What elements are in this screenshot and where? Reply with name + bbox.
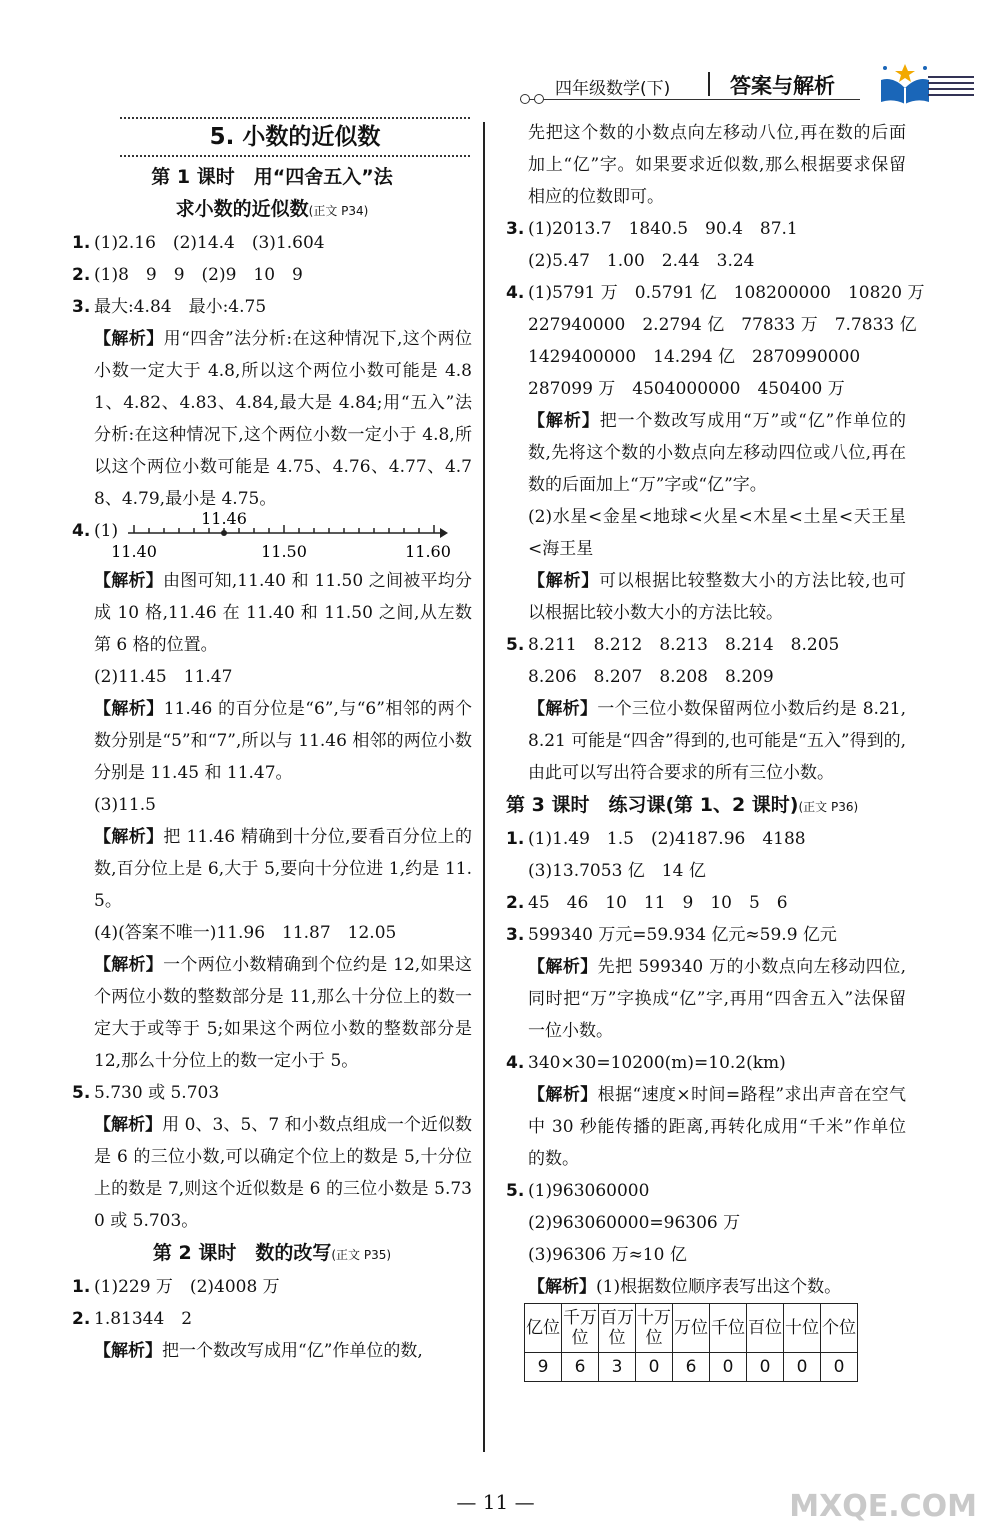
table-header-cell: 亿位 — [525, 1304, 562, 1353]
answer-row: 3. 599340 万元=59.934 亿元≈59.9 亿元 — [506, 925, 837, 945]
header-dot — [520, 94, 530, 104]
lesson-1-title: 第 1 课时 用“四舍五入”法 — [151, 166, 393, 188]
answer-row: 5. 5.730 或 5.703 — [72, 1083, 220, 1103]
answer-row: 5. 8.211 8.212 8.213 8.214 8.205 — [506, 635, 840, 655]
analysis: 【解析】一个三位小数保留两位小数后约是 8.21,8.21 可能是“四舍”得到的,也可能是“五入”得到的,由此可以写出符合要求的所有三位小数。 — [528, 699, 906, 783]
table-row — [525, 1353, 858, 1382]
answer-row: 4. (1) — [72, 521, 119, 541]
table-header-cell: 百位 — [747, 1304, 784, 1353]
analysis: 【解析】用“四舍”法分析:在这种情况下,这个两位小数一定大于 4.8,所以这个两位小数可能是 4.81、4.82、4.83、4.84,最大是 4.84;用“五入”法分析:在这种情况下,这个两位小数一定小于 4.8,所以这个两位小数可能是 4.75、4.76、4.77、4.78、4.79,最小是 4.75。 — [94, 329, 473, 509]
answer-line: (2)5.47 1.00 2.44 3.24 — [528, 251, 755, 271]
table-cell: 6 — [562, 1353, 599, 1382]
table-cell: 0 — [821, 1353, 858, 1382]
lesson-1-subtitle: 求小数的近似数(正文 P34) — [175, 198, 369, 220]
answer-line: 8.206 8.207 8.208 8.209 — [528, 667, 774, 687]
analysis: 【解析】用 0、3、5、7 和小数点组成一个近似数是 6 的三位小数,可以确定个位上的数是 5,十分位上的数是 7,则这个近似数是 6 的三位小数是 5.730 或 5.703。 — [94, 1115, 473, 1231]
open-book-icon — [875, 58, 935, 106]
answer-line: (3)13.7053 亿 14 亿 — [528, 861, 706, 881]
analysis: 【解析】由图可知,11.40 和 11.50 之间被平均分成 10 格,11.46 在 11.40 和 11.50 之间,从左数第 6 格的位置。 — [94, 571, 472, 655]
table-cell: 0 — [636, 1353, 673, 1382]
number-line — [111, 509, 451, 565]
answer-line: (2)11.45 11.47 — [94, 667, 233, 687]
lesson-3-title: 第 3 课时 练习课(第 1、2 课时)(正文 P36) — [506, 794, 859, 816]
answer-row: 4. (1)5791 万 0.5791 亿 108200000 10820 万 — [506, 283, 925, 303]
table-cell: 9 — [525, 1353, 562, 1382]
analysis-continued: 先把这个数的小数点向左移动八位,再在数的后面加上“亿”字。如果要求近似数,那么根据要求保留相应的位数即可。 — [528, 123, 906, 207]
tick-label: 11.40 — [111, 542, 157, 561]
page-number: — 11 — — [456, 1490, 535, 1514]
analysis: 【解析】把 11.46 精确到十分位,要看百分位上的数,百分位上是 6,大于 5,要向十分位进 1,约是 11.5。 — [94, 827, 472, 911]
analysis: 【解析】11.46 的百分位是“6”,与“6”相邻的两个数分别是“5”和“7”,所以与 11.46 相邻的两位小数分别是 11.45 和 11.47。 — [94, 699, 473, 783]
header-separator — [708, 72, 710, 96]
answer-row: 1. (1)1.49 1.5 (2)4187.96 4188 — [506, 829, 806, 849]
answer-row: 1. (1)2.16 (2)14.4 (3)1.604 — [72, 233, 325, 253]
table-cell: 3 — [599, 1353, 636, 1382]
answer-line: (3)96306 万≈10 亿 — [528, 1245, 687, 1265]
table-header-cell: 百万位 — [599, 1304, 636, 1353]
analysis: 【解析】先把 599340 万的小数点向左移动四位,同时把“万”字换成“亿”字,再用“四舍五入”法保留一位小数。 — [528, 957, 907, 1041]
table-cell: 0 — [784, 1353, 821, 1382]
answer-line: (3)11.5 — [94, 795, 156, 815]
table-header-cell: 万位 — [673, 1304, 710, 1353]
right-column — [506, 117, 925, 1382]
answer-row: 3. 最大:4.84 最小:4.75 — [72, 297, 267, 317]
answer-row: 2. 1.81344 2 — [72, 1309, 193, 1329]
chapter-title: 5. 小数的近似数 — [120, 117, 470, 157]
answer-row: 5. (1)963060000 — [506, 1181, 650, 1201]
answer-row: 2. (1)8 9 9 (2)9 10 9 — [72, 265, 303, 285]
table-header-cell: 十位 — [784, 1304, 821, 1353]
section-title: 答案与解析 — [730, 74, 835, 98]
answer-line: 227940000 2.2794 亿 77833 万 7.7833 亿 — [528, 315, 917, 335]
header-dot — [534, 94, 544, 104]
analysis: 【解析】把一个数改写成用“万”或“亿”作单位的数,先将这个数的小数点向左移动四位或八位,再在数的后面加上“万”字或“亿”字。 — [528, 411, 907, 495]
analysis: 【解析】把一个数改写成用“亿”作单位的数, — [94, 1341, 423, 1361]
number-line-point — [221, 530, 227, 536]
answer-row: 1. (1)229 万 (2)4008 万 — [72, 1277, 280, 1297]
answer-line: (2)963060000=96306 万 — [528, 1213, 741, 1233]
analysis: 【解析】(1)根据数位顺序表写出这个数。 — [528, 1277, 842, 1297]
table-header-cell: 千位 — [710, 1304, 747, 1353]
place-value-table — [524, 1303, 858, 1382]
left-column — [72, 117, 472, 1367]
tick-label: 11.60 — [405, 542, 451, 561]
answer-row: 2. 45 46 10 11 9 10 5 6 — [506, 893, 788, 913]
answer-line: (2)水星<金星<地球<火星<木星<土星<天王星<海王星 — [528, 507, 906, 559]
table-cell: 0 — [710, 1353, 747, 1382]
point-label: 11.46 — [201, 509, 247, 528]
answer-line: (4)(答案不唯一)11.96 11.87 12.05 — [94, 923, 397, 943]
book-title: 四年级数学(下) — [555, 79, 671, 99]
analysis: 【解析】可以根据比较整数大小的方法比较,也可以根据比较小数大小的方法比较。 — [528, 571, 907, 623]
answer-row: 3. (1)2013.7 1840.5 90.4 87.1 — [506, 219, 798, 239]
table-header-cell: 个位 — [821, 1304, 858, 1353]
answer-row: 4. 340×30=10200(m)=10.2(km) — [506, 1053, 786, 1073]
table-header-cell: 千万位 — [562, 1304, 599, 1353]
lesson-2-title: 第 2 课时 数的改写(正文 P35) — [152, 1242, 392, 1264]
watermark: MXQE.COM — [789, 1489, 977, 1524]
column-divider — [483, 122, 485, 1452]
table-header-cell: 十万位 — [636, 1304, 673, 1353]
tick-label: 11.50 — [261, 542, 307, 561]
number-line-graphic — [111, 509, 451, 565]
analysis: 【解析】一个两位小数精确到个位约是 12,如果这个两位小数的整数部分是 11,那么十分位上的数一定大于或等于 5;如果这个两位小数的整数部分是 12,那么十分位上的数一定小于 5。 — [94, 955, 472, 1071]
table-header-row — [525, 1304, 858, 1353]
page-header — [520, 66, 980, 106]
answer-line: 287099 万 4504000000 450400 万 — [528, 379, 845, 399]
analysis: 【解析】根据“速度×时间=路程”求出声音在空气中 30 秒能传播的距离,再转化成用“千米”作单位的数。 — [528, 1085, 907, 1169]
answer-line: 1429400000 14.294 亿 2870990000 — [528, 347, 861, 367]
header-stripes — [928, 76, 974, 100]
table-cell: 0 — [747, 1353, 784, 1382]
table-cell: 6 — [673, 1353, 710, 1382]
